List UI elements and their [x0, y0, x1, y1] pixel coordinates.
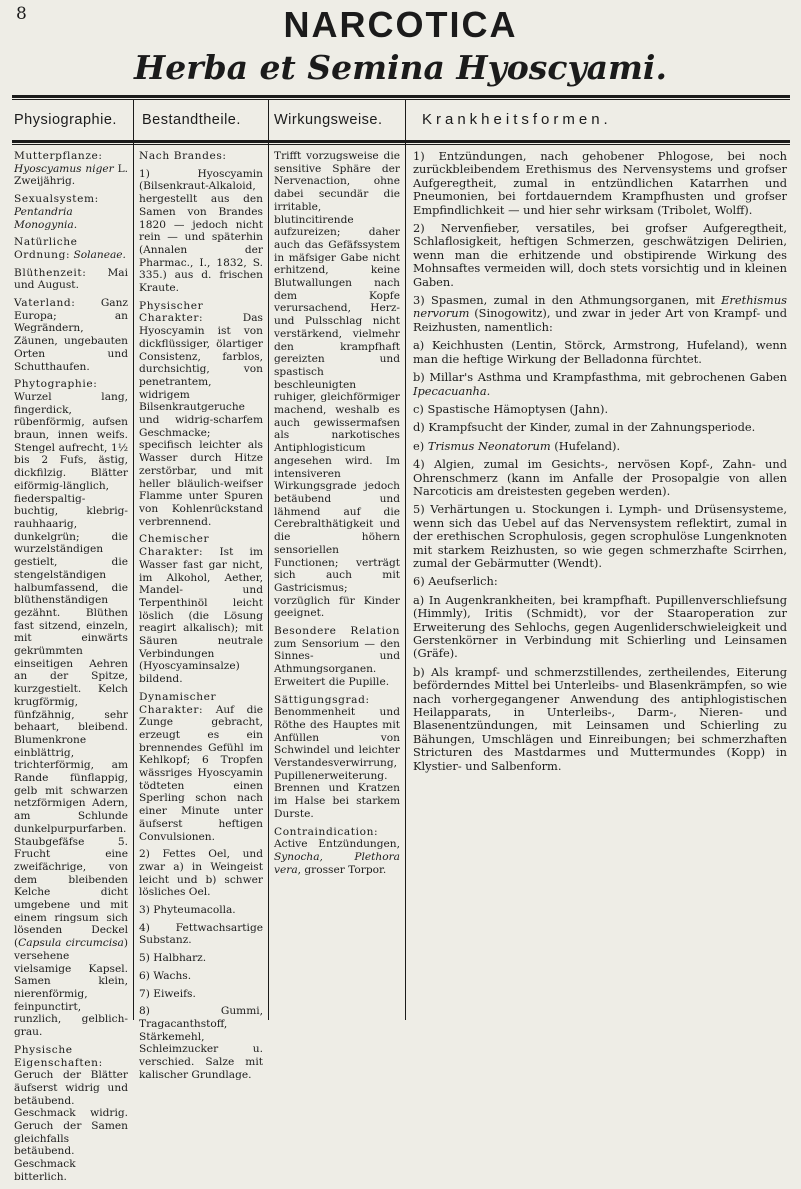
- physischer-charakter: Physischer Charakter: Das Hyoscyamin ist von dickflüssiger, ölartiger Consistenz, farblos, durchsichtig, von penetrantem, widrigem Bilsenkrautgeruche und widrig-scharfem Geschmacke; specifisch leichter als Wasser durch Hitze zerstörbar, und mit heller bläulich-weifser Flamme unter Spuren von Kohlenrückstand verbrennend.: [139, 299, 263, 528]
- krankheit-3a: a) Keichhusten (Lentin, Störck, Armstrong, Hufeland), wenn man die heftige Wirkung der Belladonna fürchtet.: [413, 338, 787, 366]
- wirkung-allgemein: Trifft vorzugsweise die sensitive Sphäre der Nervenaction, ohne dabei secundär die irritable, blutincitirende aufzureizen; daher auch das Gefäfssystem in mäfsiger Gabe nicht erhitzend, keine Blutwallungen nach dem Kopfe verursachend, Herz- und Pulsschlag nicht verstärkend, vielmehr den krampfhaft gereizten und spastisch beschleunigten ruhiger, gleichförmiger machend, weshalb es auch gewissermafsen als narkotisches Antiphlogisticum angesehen wird. Im intensiveren Wirkungsgrade jedoch betäubend und lähmend auf die Cerebralthätigkeit und die höhern sensoriellen Functionen; verträgt sich auch mit Gastricismus; vorzüglich für Kinder geeignet.: [274, 150, 400, 620]
- besondere-relation: Besondere Relation zum Sensorium — den Sinnes- und Athmungsorganen. Erweitert die Pupille.: [274, 625, 400, 688]
- column-divider-2: [268, 100, 269, 1020]
- krankheit-3d: d) Krampfsucht der Kinder, zumal in der Zahnungsperiode.: [413, 420, 756, 435]
- krankheit-1: 1) Entzündungen, nach gehobener Phlogose, bei noch zurückbleibendem Erethismus des Nervensystems und grofser Aufgeregtheit, zumal in entzündlichen Katarrhen und Pneumonien, bei fortdauerndem Krampfhusten und grofser Empfindlichkeit — und hier sehr wirksam (Tribolet, Wolff).: [413, 149, 787, 217]
- column-divider-1: [133, 100, 134, 1020]
- page-heading: NARCOTICA: [283, 4, 518, 45]
- dynamischer-charakter: Dynamischer Charakter: Auf die Zunge gebracht, erzeugt es ein brennendes Gefühl im Kehlkopf; 6 Tropfen wässriges Hyoscyamin tödteten einen Sperling schon nach einer Minute unter äufserst heftigen Convulsionen.: [139, 690, 264, 843]
- mutterpflanze: Mutterpflanze: Hyoscyamus niger L. Zweijährig.: [14, 150, 128, 188]
- phytographie: Phytographie: Wurzel lang, fingerdick, rübenförmig, aufsen braun, innen weifs. Stengel aufrecht, 1½ bis 2 Fufs, ästig, dickfilzig. Blätter eiförmig-länglich, fiederspaltig-buchtig, klebrig-rauhhaarig, dunkelgrün; die wurzelständigen gestielt, die stengelständigen halbumfassend, die blüthenständigen gezähnt. Blüthen fast sitzend, einzeln, mit einwärts gekrümmten einseitigen Aehren an der Spitze, kurzgestielt. Kelch krugförmig, fünfzähnig, sehr behaart, bleibend. Blumenkrone einblättrig, trichterförmig, am Rande fünflappig, gelb mit schwarzen netzförmigen Adern, am Schlunde dunkelpurpurfarben. Staubgefäfse 5. Frucht eine zweifächrige, von dem bleibenden Kelche dicht umgebene und mit einem ringsum sich lösenden Deckel (Capsula circumcisa) versehene vielsamige Kapsel. Samen klein, nierenförmig, feinpunctirt, runzlich, gelblich-grau.: [14, 378, 128, 1039]
- vaterland: Vaterland: Ganz Europa; an Wegrändern, Zäunen, ungebauten Orten und Schutthaufen.: [14, 297, 128, 373]
- column-bestandtheile: [139, 150, 263, 1087]
- bestandtheil-6: 6) Wachs.: [139, 969, 192, 982]
- column-krankheitsformen: [413, 150, 787, 778]
- krankheit-6a: a) In Augenkrankheiten, bei krampfhaft. Pupillenverschliefsung (Himmly), Iritis (Schmidt), vor der Staaroperation zur Erweiterung des Sehlochs, gegen Augenliderschwieleigkeit und Gerstenkörner in Verbindung mit Schierling und Leinsamen (Gräfe).: [413, 592, 787, 661]
- krankheit-6: 6) Aeufserlich:: [413, 574, 498, 589]
- top-rule-thick: [12, 95, 790, 98]
- column-headers: [12, 100, 790, 140]
- column-divider-3: [405, 100, 406, 1020]
- physische-eigenschaften: Physische Eigenschaften: Geruch der Blätter äufserst widrig und betäubend. Geschmack widrig. Geruch der Samen gleichfalls betäubend. Geschmack bitterlich.: [14, 1043, 128, 1183]
- bestandtheil-4: 4) Fettwachsartige Substanz.: [139, 921, 263, 947]
- bestandtheil-2: 2) Fettes Oel, und zwar a) in Weingeist leicht und b) schwer lösliches Oel.: [139, 848, 263, 899]
- krankheit-3: 3) Spasmen, zumal in den Athmungsorganen, mit Erethismus nervorum (Sinogowitz), und zwar in jeder Art von Krampf- und Reizhusten, namentlich:: [413, 293, 787, 334]
- krankheit-2: 2) Nervenfieber, versatiles, bei grofser Aufgeregtheit, Schlaflosigkeit, heftigen Schmerzen, geschwätzigen Delirien, wenn man die erhitzende und obstipirende Wirkung des Mohnsaftes vermeiden will, doch stets vorsichtig und in kleinen Gaben.: [413, 221, 787, 289]
- bluethenzeit: Blüthenzeit: Mai und August.: [14, 266, 128, 292]
- header-bestandtheile: Bestandtheile.: [142, 112, 241, 128]
- header-rule-thick: [12, 140, 790, 143]
- krankheit-3b: b) Millar's Asthma und Krampfasthma, mit gebrochenen Gaben Ipecacuanha.: [413, 370, 787, 398]
- bestandtheil-3: 3) Phyteumacolla.: [139, 904, 236, 917]
- contraindication: Contraindication: Active Entzündungen, Synocha, Plethora vera, grosser Torpor.: [274, 825, 400, 876]
- bestandtheil-7: 7) Eiweifs.: [139, 987, 196, 1000]
- sexualsystem: Sexualsystem: Pentandria Monogynia.: [14, 193, 99, 231]
- bestandtheil-1: 1) Hyoscyamin (Bilsenkraut-Alkaloid, hergestellt aus den Samen von Brandes 1820 — jedoch nicht rein — und späterhin (Annalen der Pharmac., I., 1832, S. 335.) aus d. frischen Kraute.: [139, 167, 263, 295]
- header-krankheitsformen: Krankheitsformen.: [422, 111, 612, 128]
- chemischer-charakter: Chemischer Charakter: Ist im Wasser fast gar nicht, im Alkohol, Aether, Mandel- und Terpenthinöl leicht löslich (die Lösung reagirt alkalisch); mit Säuren neutrale Verbindungen (Hyoscyaminsalze) bildend.: [139, 533, 263, 686]
- krankheit-3c: c) Spastische Hämoptysen (Jahn).: [413, 401, 609, 416]
- krankheit-5: 5) Verhärtungen u. Stockungen i. Lymph- und Drüsensysteme, wenn sich das Uebel auf das Nervensystem reflektirt, zumal in der erethischen Scrophulosis, gegen scrophulöse Lungenknoten mit starkem Reizhusten, so wie gegen schmerzhafte Scirrhen, zumal der Gebärmutter (Wendt).: [413, 502, 787, 570]
- natuerliche-ordnung: Natürliche Ordnung: Solaneae.: [14, 236, 126, 261]
- krankheit-3e: e) Trismus Neonatorum (Hufeland).: [413, 438, 621, 453]
- krankheit-4: 4) Algien, zumal im Gesichts-, nervösen Kopf-, Zahn- und Ohrenschmerz (kann im Anfalle der Prosopalgie von allen Narcoticis am dreistesten gegeben werden).: [413, 457, 787, 498]
- saettigungsgrad: Sättigungsgrad: Benommenheit und Röthe des Hauptes mit Anfüllen von Schwindel und leichter Verstandesverwirrung, Pupillenerweiterung. Brennen und Kratzen im Halse bei starkem Durste.: [274, 693, 400, 820]
- bestandtheil-5: 5) Halbharz.: [139, 952, 207, 965]
- bestandtheil-8: 8) Gummi, Tragacanthstoff, Stärkemehl, Schleimzucker u. verschied. Salze mit kalischer Grundlage.: [139, 1005, 263, 1081]
- bestandtheile-intro: Nach Brandes:: [139, 150, 227, 162]
- header-wirkungsweise: Wirkungsweise.: [274, 112, 383, 128]
- krankheit-6b: b) Als krampf- und schmerzstillendes, zertheilendes, Eiterung beförderndes Mittel bei Unterleibs- und Blasenkrämpfen, so wie nach vorhergegangener Anwendung des antiphlogistischen Heilapparats, in Unterleibs-, Darm-, Nieren- und Blasenentzündungen, mit Leinsamen und Schierling zu Bähungen, Umschlägen und Einreibungen; bei schmerzhaften Stricturen des Mastdarmes und Muttermundes (Kopp) in Klystier- und Salbenform.: [413, 664, 787, 773]
- header-rule-thin: [12, 144, 790, 145]
- page-subheading: Herba et Semina Hyoscyami.: [134, 48, 667, 87]
- page-number: 8: [16, 4, 27, 24]
- column-physiographie: [14, 150, 128, 1189]
- column-wirkungsweise: [274, 150, 400, 881]
- header-physiographie: Physiographie.: [14, 112, 117, 128]
